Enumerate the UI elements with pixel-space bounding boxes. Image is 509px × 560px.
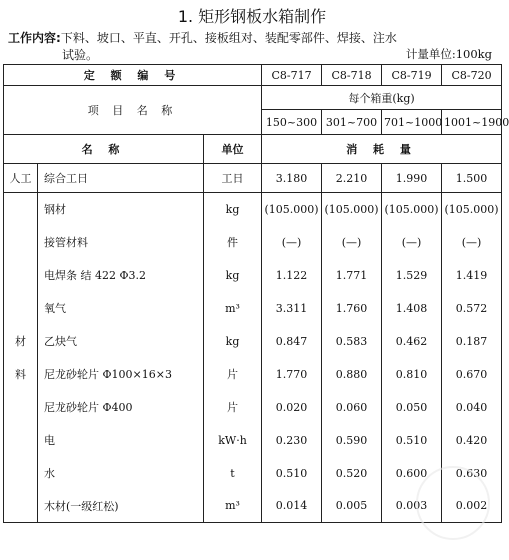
item-name: 尼龙砂轮片 Φ400 <box>38 391 204 424</box>
category-cell <box>4 490 38 523</box>
range-cell: 701~1000 <box>382 110 442 135</box>
item-unit: kW·h <box>204 424 262 457</box>
name-header: 名 称 <box>4 135 204 164</box>
value-cell: 0.462 <box>382 325 442 358</box>
value-cell: 0.630 <box>442 457 502 490</box>
item-unit: kg <box>204 325 262 358</box>
value-cell: 1.760 <box>322 292 382 325</box>
value-cell: (—) <box>382 226 442 259</box>
value-cell: 0.583 <box>322 325 382 358</box>
value-cell: 1.419 <box>442 259 502 292</box>
item-unit: t <box>204 457 262 490</box>
category-cell <box>4 226 38 259</box>
category-cell: 材 <box>4 325 38 358</box>
value-cell: 0.670 <box>442 358 502 391</box>
category-cell <box>4 391 38 424</box>
range-cell: 150~300 <box>262 110 322 135</box>
item-unit: m³ <box>204 490 262 523</box>
quota-table <box>3 64 509 523</box>
value-cell: 0.880 <box>322 358 382 391</box>
work-content-line1: 下料、坡口、平直、开孔、接板组对、装配零部件、焊接、注水 <box>60 31 397 45</box>
value-cell: 2.210 <box>322 164 382 193</box>
value-cell: 1.122 <box>262 259 322 292</box>
value-cell: 0.810 <box>382 358 442 391</box>
value-cell: 0.060 <box>322 391 382 424</box>
item-name: 综合工日 <box>38 164 204 193</box>
item-name: 钢材 <box>38 193 204 226</box>
item-name: 尼龙砂轮片 Φ100×16×3 <box>38 358 204 391</box>
range-cell: 301~700 <box>322 110 382 135</box>
value-cell: 0.003 <box>382 490 442 523</box>
value-cell: 0.600 <box>382 457 442 490</box>
category-labor: 人工 <box>4 164 38 193</box>
work-content-line2: 试验。 <box>62 48 99 62</box>
value-cell: (—) <box>442 226 502 259</box>
item-name: 接管材料 <box>38 226 204 259</box>
value-cell: 1.529 <box>382 259 442 292</box>
value-cell: (105.000) <box>322 193 382 226</box>
value-cell: 3.180 <box>262 164 322 193</box>
category-cell <box>4 424 38 457</box>
value-cell: (105.000) <box>382 193 442 226</box>
category-cell: 料 <box>4 358 38 391</box>
watermark-logo <box>416 466 490 540</box>
item-unit: kg <box>204 259 262 292</box>
value-cell: 1.500 <box>442 164 502 193</box>
value-cell: 3.311 <box>262 292 322 325</box>
value-cell: 0.187 <box>442 325 502 358</box>
item-unit: m³ <box>204 292 262 325</box>
value-cell: 0.040 <box>442 391 502 424</box>
item-unit: 片 <box>204 391 262 424</box>
value-cell: 1.990 <box>382 164 442 193</box>
value-cell: 0.847 <box>262 325 322 358</box>
value-cell: 0.002 <box>442 490 502 523</box>
category-cell <box>4 457 38 490</box>
value-cell: 0.520 <box>322 457 382 490</box>
value-cell: 0.590 <box>322 424 382 457</box>
item-unit: kg <box>204 193 262 226</box>
weight-label: 每个箱重(kg) <box>262 86 502 110</box>
value-cell: 1.771 <box>322 259 382 292</box>
value-cell: 1.770 <box>262 358 322 391</box>
value-cell: 0.005 <box>322 490 382 523</box>
value-cell: 0.510 <box>262 457 322 490</box>
code-cell: C8-720 <box>442 65 502 86</box>
value-cell: 0.572 <box>442 292 502 325</box>
item-name: 电 <box>38 424 204 457</box>
item-name: 乙炔气 <box>38 325 204 358</box>
value-cell: (105.000) <box>442 193 502 226</box>
category-cell <box>4 292 38 325</box>
item-unit: 件 <box>204 226 262 259</box>
value-cell: 0.014 <box>262 490 322 523</box>
value-cell: (—) <box>262 226 322 259</box>
value-cell: 0.510 <box>382 424 442 457</box>
consumption-header: 消 耗 量 <box>262 135 502 164</box>
value-cell: (—) <box>322 226 382 259</box>
item-unit: 片 <box>204 358 262 391</box>
item-name: 木材(一级红松) <box>38 490 204 523</box>
category-material <box>4 193 38 226</box>
item-name: 水 <box>38 457 204 490</box>
work-content <box>8 30 400 64</box>
measure-unit: 计量单位:100kg <box>405 47 492 61</box>
category-cell <box>4 259 38 292</box>
value-cell: 1.408 <box>382 292 442 325</box>
project-name-label: 项 目 名 称 <box>4 86 262 135</box>
quota-no-label: 定 额 编 号 <box>4 65 262 86</box>
code-cell: C8-718 <box>322 65 382 86</box>
unit-header: 单位 <box>204 135 262 164</box>
value-cell: (105.000) <box>262 193 322 226</box>
code-cell: C8-719 <box>382 65 442 86</box>
value-cell: 0.230 <box>262 424 322 457</box>
item-name: 电焊条 结 422 Φ3.2 <box>38 259 204 292</box>
value-cell: 0.420 <box>442 424 502 457</box>
item-name: 氧气 <box>38 292 204 325</box>
range-cell: 1001~1900 <box>442 110 502 135</box>
item-unit: 工日 <box>204 164 262 193</box>
code-cell: C8-717 <box>262 65 322 86</box>
page-title: 1. 矩形钢板水箱制作 <box>177 7 327 26</box>
work-content-label: 工作内容: <box>8 31 61 45</box>
value-cell: 0.020 <box>262 391 322 424</box>
value-cell: 0.050 <box>382 391 442 424</box>
